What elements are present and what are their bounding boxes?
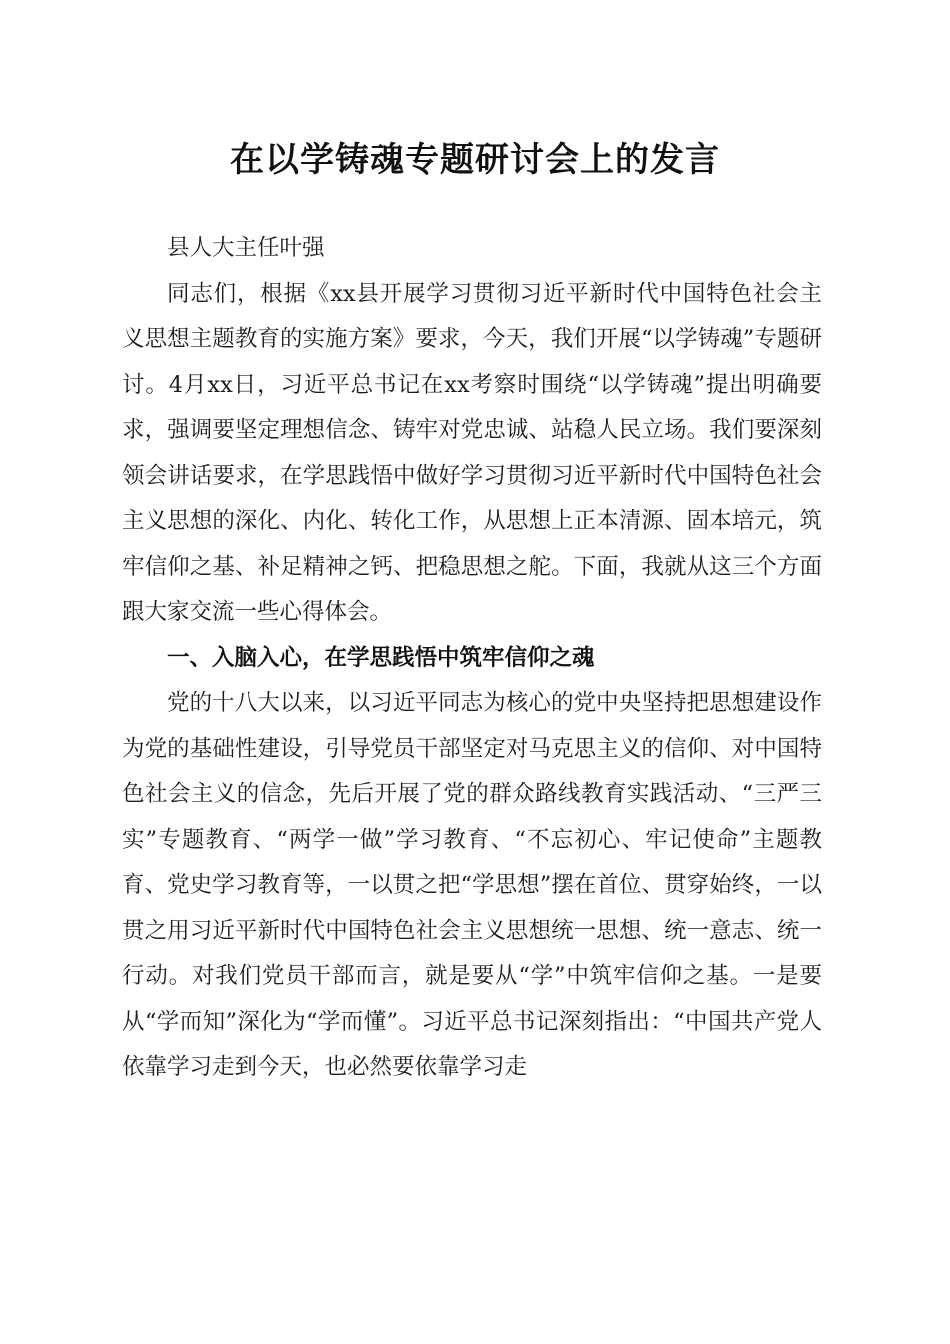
section-heading: 一、入脑入心，在学思践悟中筑牢信仰之魂 xyxy=(167,644,595,671)
author-line: 县人大主任叶强 xyxy=(167,235,325,261)
document-body xyxy=(122,226,822,1091)
section-paragraph: 党的十八大以来，以习近平同志为核心的党中央坚持把思想建设作为党的基础性建设，引导党员干部坚定对马克思主义的信仰、对中国特色社会主义的信念，先后开展了党的群众路线教育实践活动、“三严三实”专题教育、“两学一做”学习教育、“不忘初心、牢记使命”主题教育、党史学习教育等，一以贯之把“学思想”摆在首位、贯穿始终，一以贯之用习近平新时代中国特色社会主义思想统一思想、统一意志、统一行动。对我们党员干部而言，就是要从“学”中筑牢信仰之基。一是要从“学而知”深化为“学而懂”。习近平总书记深刻指出：“中国共产党人依靠学习走到今天，也必然要依靠学习走 xyxy=(122,690,822,1080)
intro-paragraph: 同志们，根据《xx县开展学习贯彻习近平新时代中国特色社会主义思想主题教育的实施方案》要求，今天，我们开展“以学铸魂”专题研讨。4月xx日，习近平总书记在xx考察时围绕“以学铸魂”提出明确要求，强调要坚定理想信念、铸牢对党忠诚、站稳人民立场。我们要深刻领会讲话要求，在学思践悟中做好学习贯彻习近平新时代中国特色社会主义思想的深化、内化、转化工作，从思想上正本清源、固本培元，筑牢信仰之基、补足精神之钙、把稳思想之舵。下面，我就从这三个方面跟大家交流一些心得体会。 xyxy=(122,280,822,625)
document-title: 在以学铸魂专题研讨会上的发言 xyxy=(230,140,720,180)
